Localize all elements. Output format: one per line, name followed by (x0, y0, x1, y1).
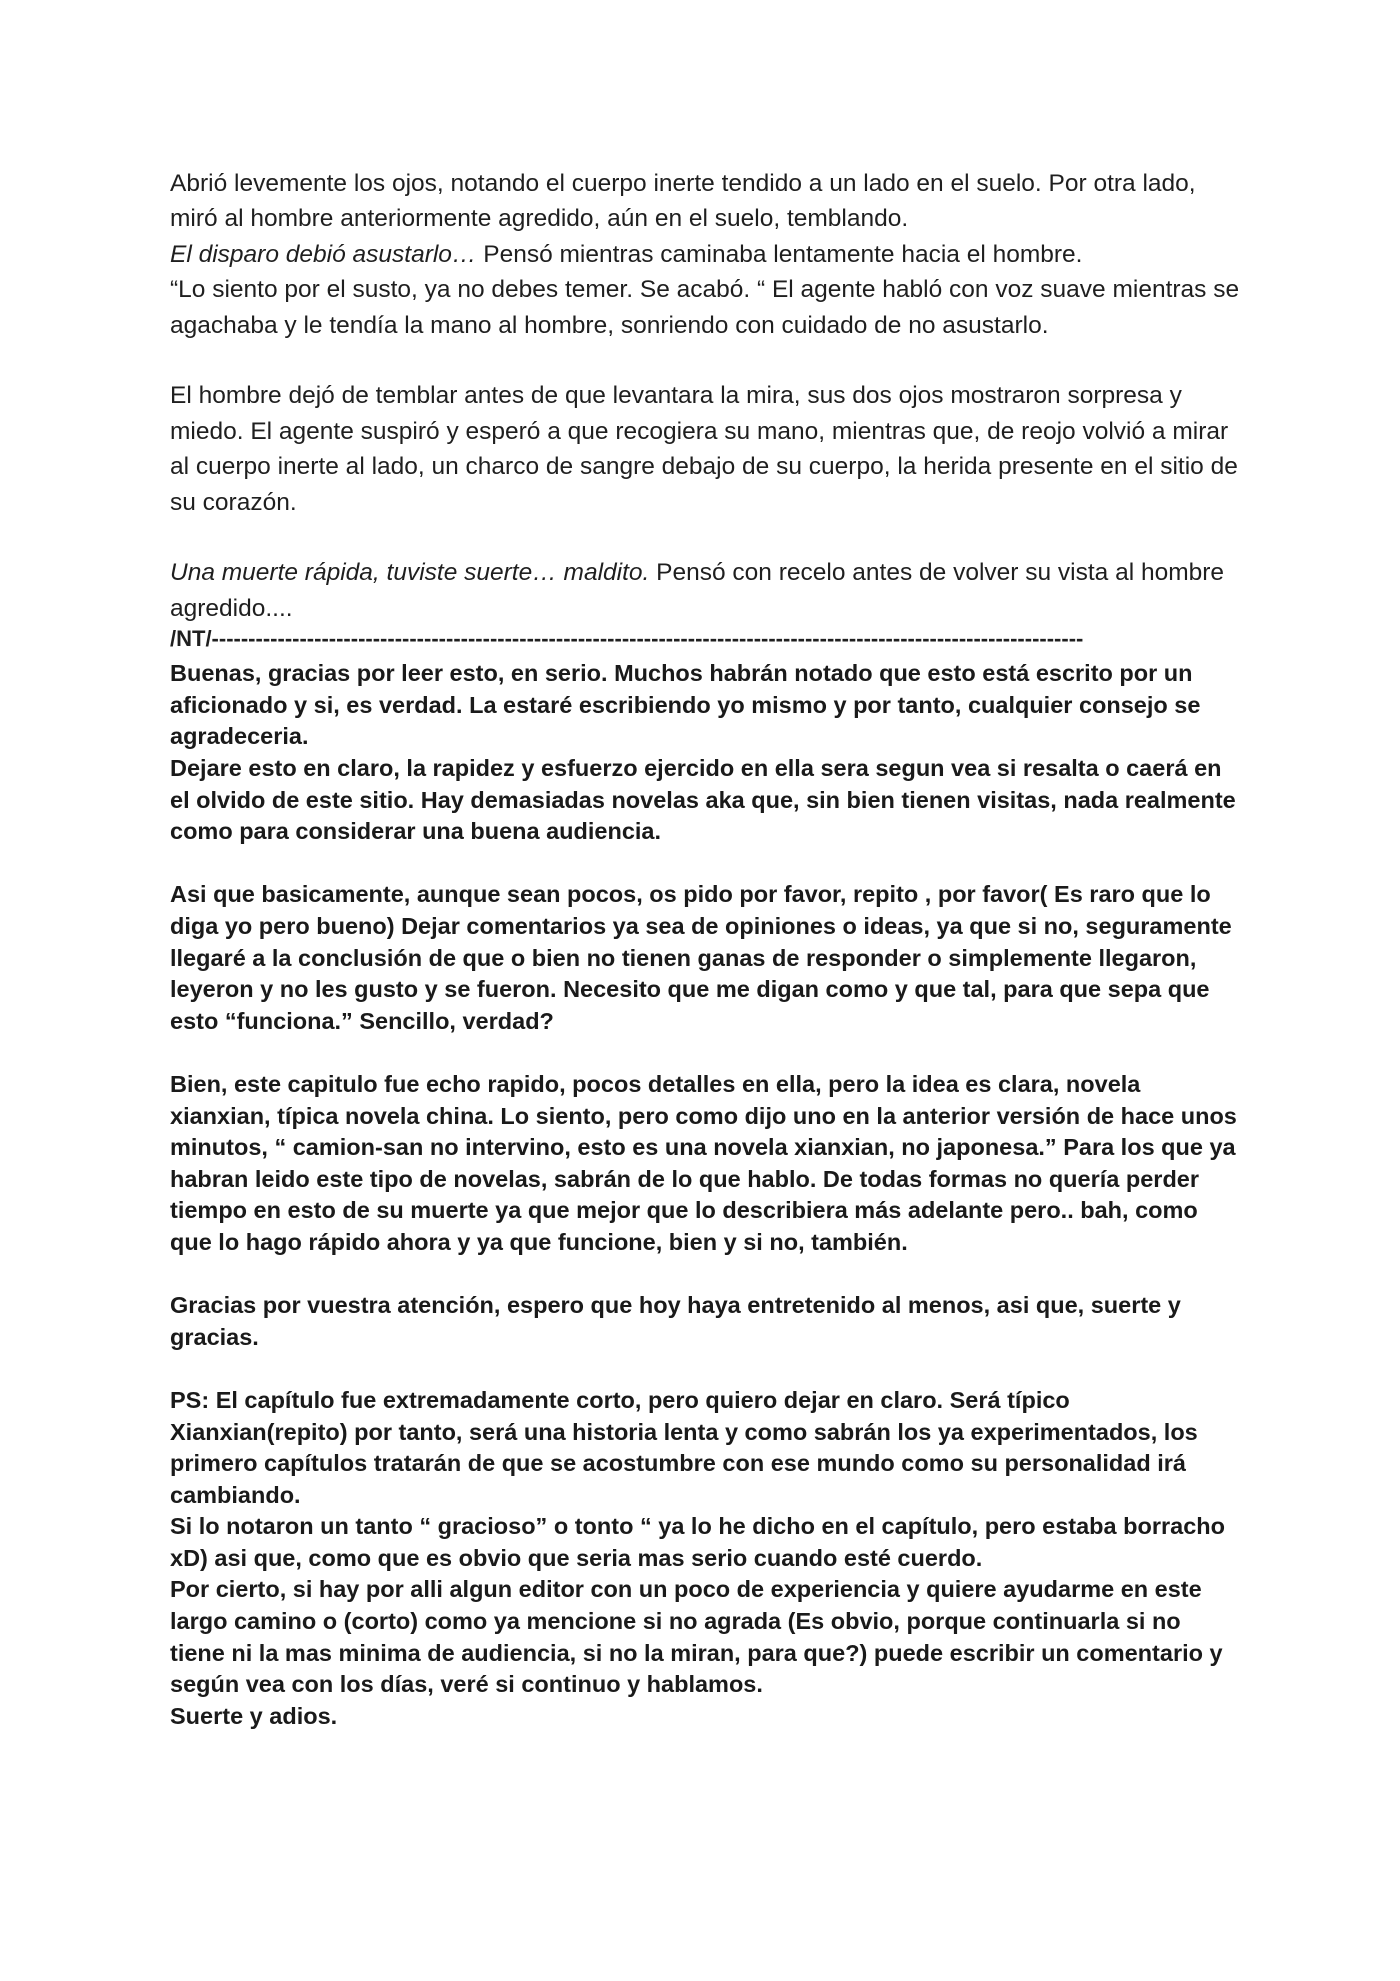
author-note-paragraph: Buenas, gracias por leer esto, en serio. Muchos habrán notado que esto está escrito por un aficionado y si, es verdad. La estaré escribiendo yo mismo y por tanto, cualquier consejo se agradeceria. (170, 660, 1201, 750)
story-paragraph-3 (170, 555, 1240, 626)
paragraph-gap (170, 848, 1240, 880)
author-note-paragraph: Bien, este capitulo fue echo rapido, pocos detalles en ella, pero la idea es clara, novela xianxian, típica novela china. Lo siento, pero como dijo uno en la anterior versión de hace unos minutos, “ camion-san no intervino, esto es una novela xianxian, no japonesa.” Para los que ya habran leido este tipo de novelas, sabrán de lo que hablo. De todas formas no quería perder tiempo en esto de su muerte ya que mejor que lo describiera más adelante pero.. bah, como que lo hago rápido ahora y ya que funcione, bien y si no, también. (170, 1070, 1237, 1255)
paragraph-gap (170, 1037, 1240, 1069)
paragraph-gap (170, 343, 1240, 378)
story-thought-italic: Una muerte rápida, tuviste suerte… maldito. (170, 559, 650, 587)
story-thought-italic: El disparo debió asustarlo… (170, 240, 477, 268)
author-note-paragraph: Suerte y adios. (170, 1702, 338, 1729)
story-text: Abrió levemente los ojos, notando el cuerpo inerte tendido a un lado en el suelo. Por otra lado, miró al hombre anteriormente agredido, aún en el suelo, temblando. (170, 170, 1196, 233)
author-note-paragraph: Si lo notaron un tanto “ gracioso” o tonto “ ya lo he dicho en el capítulo, pero estaba borracho xD) asi que, como que es obvio que seria mas serio cuando esté cuerdo. (170, 1513, 1225, 1571)
paragraph-gap (170, 1259, 1240, 1291)
author-note-paragraph: Asi que basicamente, aunque sean pocos, os pido por favor, repito , por favor( Es raro que lo diga yo pero bueno) Dejar comentarios ya sea de opiniones o ideas, ya que si no, seguramente llegaré a la conclusión de que o bien no tienen ganas de responder o simplemente llegaron, leyeron y no les gusto y se fueron. Necesito que me digan como y que tal, para que sepa que esto “funciona.” Sencillo, verdad? (170, 881, 1232, 1034)
story-paragraph-2: El hombre dejó de temblar antes de que levantara la mira, sus dos ojos mostraron sorpresa y miedo. El agente suspiró y esperó a que recogiera su mano, mientras que, de reojo volvió a mirar al cuerpo inerte al lado, un charco de sangre debajo de su cuerpo, la herida presente en el sitio de su corazón. (170, 382, 1238, 516)
document-page (170, 166, 1240, 1732)
author-note-paragraph: Gracias por vuestra atención, espero que hoy haya entretenido al menos, asi que, suerte y gracias. (170, 1292, 1181, 1350)
story-dialogue: “Lo siento por el susto, ya no debes temer. Se acabó. “ El agente habló con voz suave mientras se agachaba y le tendía la mano al hombre, sonriendo con cuidado de no asustarlo. (170, 276, 1240, 339)
story-paragraph-1 (170, 166, 1240, 343)
author-note-paragraph: PS: El capítulo fue extremadamente corto, pero quiero dejar en claro. Será típico Xianxian(repito) por tanto, será una historia lenta y como sabrán los ya experimentados, los primero capítulos tratarán de que se acostumbre con ese mundo como su personalidad irá cambiando. (170, 1386, 1198, 1508)
paragraph-gap (170, 520, 1240, 555)
author-note-paragraph: Por cierto, si hay por alli algun editor con un poco de experiencia y quiere ayudarme en este largo camino o (corto) como ya mencione si no agrada (Es obvio, porque continuarla si no tiene ni la mas minima de audiencia, si no la miran, para que?) puede escribir un comentario y según vea con los días, veré si continuo y hablamos. (170, 1576, 1223, 1698)
author-note-separator: /NT/----------------------------------------------------------------------------------------------------------------------- (170, 626, 1084, 652)
author-note-section (170, 658, 1240, 1732)
story-text: Pensó mientras caminaba lentamente hacia el hombre. (476, 240, 1083, 268)
story-section (170, 166, 1240, 626)
story-text: Pensó con recelo antes de volver su vista al hombre agredido.... (170, 559, 1225, 622)
author-note-paragraph: Dejare esto en claro, la rapidez y esfuerzo ejercido en ella sera segun vea si resalta o caerá en el olvido de este sitio. Hay demasiadas novelas aka que, sin bien tienen visitas, nada realmente como para considerar una buena audiencia. (170, 755, 1236, 845)
paragraph-gap (170, 1353, 1240, 1385)
